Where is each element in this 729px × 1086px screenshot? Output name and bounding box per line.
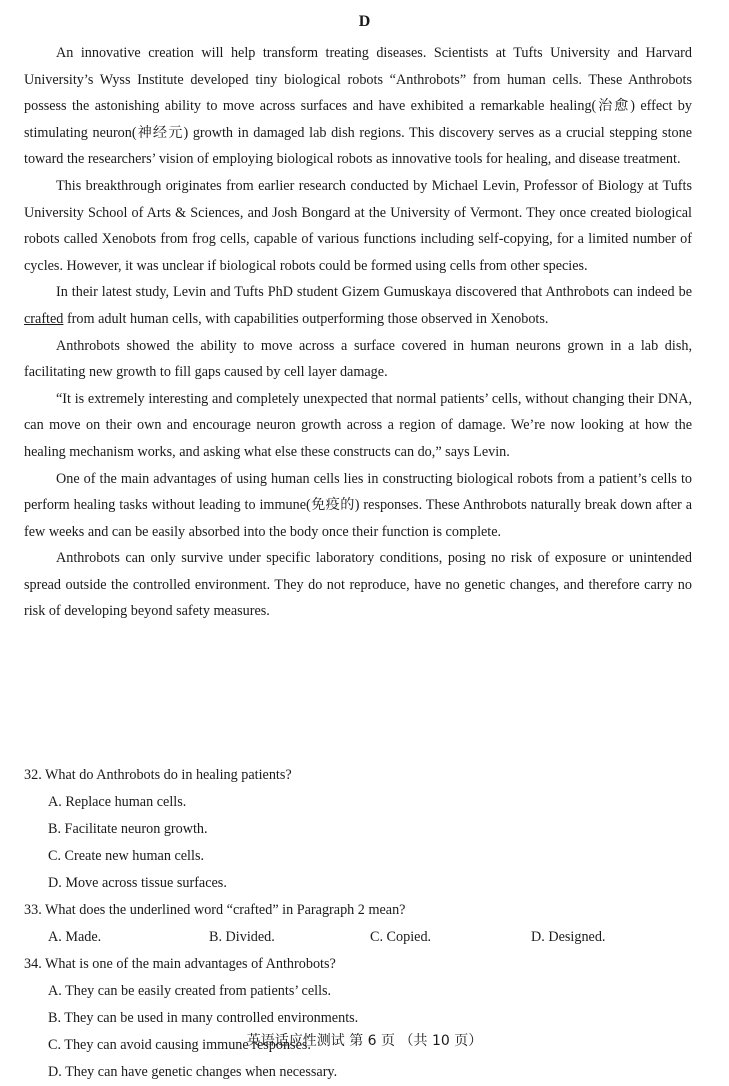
reading-passage [24,40,692,625]
question-32 [24,762,692,897]
question-33 [24,897,692,951]
option-d: D. Designed. [531,929,606,945]
option-c: C. They can avoid causing immune responses. [48,1037,311,1053]
option-c: C. Create new human cells. [48,848,205,864]
option-c: C. Copied. [370,929,432,945]
question-stem: 33. What does the underlined word “crafted” in Paragraph 2 mean? [24,902,406,918]
options [24,924,692,951]
paragraph-7: Anthrobots can only survive under specific laboratory conditions, posing no risk of exposure or unintended spread outside the controlled environment. They do not reproduce, have no genetic changes, and therefore carry no risk of developing beyond safety measures. [24,550,692,620]
option-d: D. Move across tissue surfaces. [48,875,227,891]
option-b: B. They can be used in many controlled environments. [48,1010,359,1026]
options [24,789,692,897]
option-b: B. Facilitate neuron growth. [48,821,208,837]
page-footer: 英语适应性测试 第 6 页 （共 10 页） [246,1033,483,1049]
paragraph-2: This breakthrough originates from earlier research conducted by Michael Levin, Professor of Biology at Tufts University School of Arts & Sciences, and Josh Bongard at the University of Vermont. They once created biological robots called Xenobots from frog cells, capable of various functions including self-copying, for a limited number of cycles. However, it was unclear if biological robots could be formed using cells from other species. [24,177,692,274]
option-a: A. Replace human cells. [48,794,187,810]
question-34 [24,951,692,1086]
section-title: D [358,13,371,30]
question-stem: 34. What is one of the main advantages of Anthrobots? [24,956,336,972]
paragraph-3 [24,279,692,332]
paragraph-6: One of the main advantages of using human cells lies in constructing biological robots from a patient’s cells to perform healing tasks without leading to immune(免疫的) responses. These Anthrobots naturally break down after a few weeks and can be easily absorbed into the body once their function is complete. [24,470,692,540]
underlined-word: crafted [24,310,64,327]
paragraph-3-end: from adult human cells, with capabilities outperforming those observed in Xenobots. [63,310,549,327]
option-a: A. They can be easily created from patients’ cells. [48,983,332,999]
option-a: A. Made. [48,929,102,945]
paragraph-4: Anthrobots showed the ability to move across a surface covered in human neurons grown in a lab dish, facilitating new growth to fill gaps caused by cell layer damage. [24,337,692,381]
question-stem: 32. What do Anthrobots do in healing patients? [24,767,292,783]
option-b: B. Divided. [209,929,275,945]
paragraph-1: An innovative creation will help transform treating diseases. Scientists at Tufts University and Harvard University’s Wyss Institute developed tiny biological robots “Anthrobots” from human cells. These Anthrobots possess the astonishing ability to move across surfaces and have exhibited a remarkable healing(治愈) effect by stimulating neuron(神经元) growth in damaged lab dish regions. This discovery serves as a crucial stepping stone toward the researchers’ vision of employing biological robots as innovative tools for healing, and disease treatment. [24,45,692,168]
option-d: D. They can have genetic changes when necessary. [48,1064,338,1080]
paragraph-3-start: In their latest study, Levin and Tufts PhD student Gizem Gumuskaya discovered that Anthrobots can indeed be [56,284,692,301]
paragraph-5: “It is extremely interesting and completely unexpected that normal patients’ cells, without changing their DNA, can move on their own and encourage neuron growth across a region of damage. We’re now looking at how the healing mechanism works, and asking what else these constructs can do,” says Levin. [24,390,692,460]
